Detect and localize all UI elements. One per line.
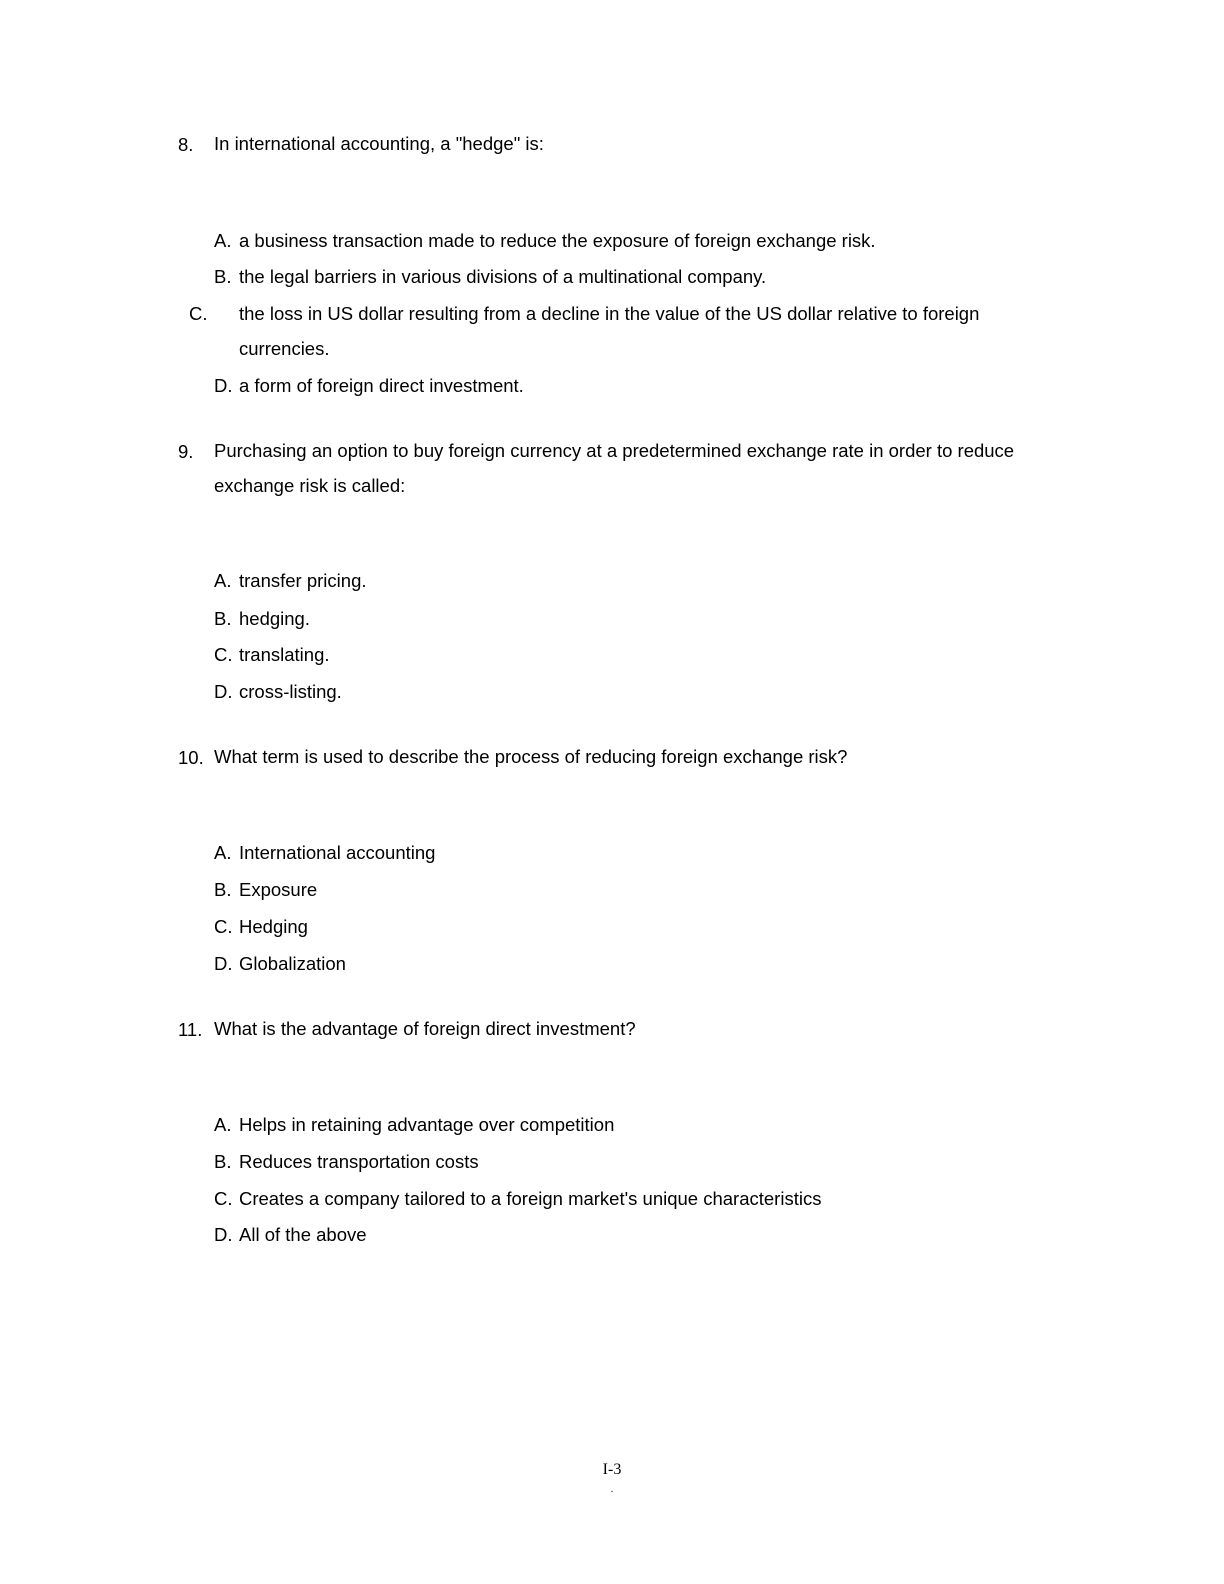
option-letter: A. <box>214 570 232 591</box>
question-text: In international accounting, a "hedge" is: <box>214 133 544 154</box>
option-letter: D. <box>214 953 233 974</box>
option-text: Helps in retaining advantage over competition <box>239 1114 615 1135</box>
question-text: What term is used to describe the process of reducing foreign exchange risk? <box>214 746 848 767</box>
option-text: a form of foreign direct investment. <box>239 375 524 396</box>
option-letter: D. <box>214 681 233 702</box>
option-letter: B. <box>214 879 232 900</box>
option-a <box>214 570 1044 592</box>
option-d <box>214 953 1044 975</box>
option-b <box>214 879 1044 901</box>
option-text: International accounting <box>239 842 436 863</box>
option-text: hedging. <box>239 608 310 629</box>
option-a <box>214 1114 1044 1136</box>
option-letter: A. <box>214 842 232 863</box>
option-letter: C. <box>189 303 208 324</box>
option-c <box>214 644 1044 666</box>
question-number: 8. <box>178 134 194 155</box>
option-text: a business transaction made to reduce the exposure of foreign exchange risk. <box>239 230 876 251</box>
option-letter: A. <box>214 230 232 251</box>
option-letter: B. <box>214 266 232 287</box>
option-c <box>214 1188 1044 1210</box>
option-letter: C. <box>214 644 233 665</box>
option-d <box>214 375 1044 397</box>
footer-mark: . <box>610 1484 614 1495</box>
option-c <box>189 296 1044 366</box>
question-number: 9. <box>178 441 194 462</box>
option-letter: C. <box>214 1188 233 1209</box>
question-number: 11. <box>178 1019 203 1040</box>
option-text: the loss in US dollar resulting from a decline in the value of the US dollar relative to foreign currencies. <box>239 303 980 359</box>
option-text: Exposure <box>239 879 318 900</box>
option-b <box>214 266 1044 288</box>
option-text: translating. <box>239 644 330 665</box>
option-letter: D. <box>214 375 233 396</box>
option-text: Creates a company tailored to a foreign market's unique characteristics <box>239 1188 822 1209</box>
question-number: 10. <box>178 747 204 768</box>
option-text: Reduces transportation costs <box>239 1151 479 1172</box>
option-text: Hedging <box>239 916 308 937</box>
option-letter: B. <box>214 1151 232 1172</box>
option-a <box>214 230 1044 252</box>
option-text: transfer pricing. <box>239 570 367 591</box>
option-letter: C. <box>214 916 233 937</box>
option-b <box>214 1151 1044 1173</box>
option-a <box>214 842 1044 864</box>
question-text: Purchasing an option to buy foreign currency at a predetermined exchange rate in order to reduce exchange risk is called: <box>214 440 1015 496</box>
option-text: Globalization <box>239 953 346 974</box>
option-text: cross-listing. <box>239 681 342 702</box>
option-text: All of the above <box>239 1224 367 1245</box>
option-text: the legal barriers in various divisions of a multinational company. <box>239 266 767 287</box>
option-letter: B. <box>214 608 232 629</box>
question-text: What is the advantage of foreign direct investment? <box>214 1018 636 1039</box>
option-letter: A. <box>214 1114 232 1135</box>
option-b <box>214 608 1044 630</box>
page-number: I-3 <box>602 1461 622 1478</box>
option-letter: D. <box>214 1224 233 1245</box>
option-d <box>214 681 1044 703</box>
option-c <box>214 916 1044 938</box>
option-d <box>214 1224 1044 1246</box>
